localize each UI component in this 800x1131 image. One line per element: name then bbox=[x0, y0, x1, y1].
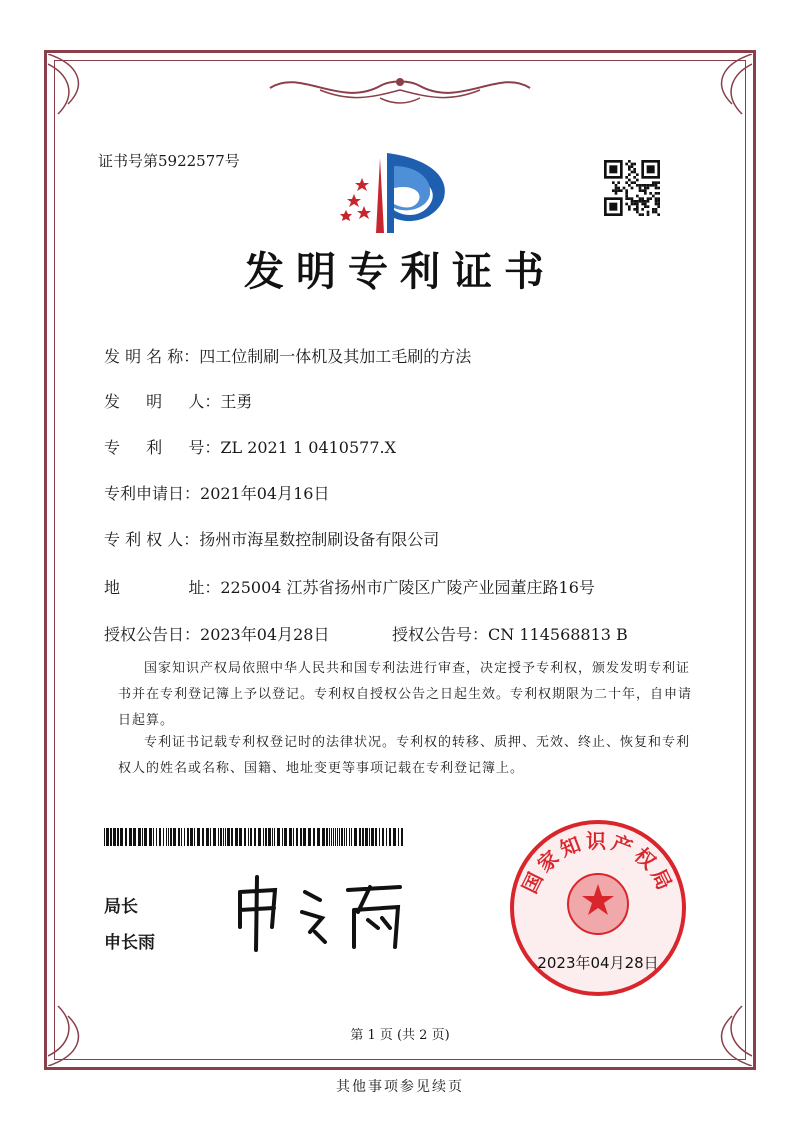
qr-code bbox=[604, 160, 660, 216]
field-label: 专 利 权 人： bbox=[104, 530, 200, 549]
field-value: 2021年04月16日 bbox=[200, 484, 330, 503]
official-seal bbox=[508, 818, 688, 998]
certificate-title: 发明专利证书 bbox=[244, 248, 556, 295]
director-name: 申长雨 bbox=[104, 933, 155, 953]
director-signature bbox=[230, 872, 420, 952]
field-application-date bbox=[104, 481, 329, 504]
statement-paragraph-1: 国家知识产权局依照中华人民共和国专利法进行审查，决定授予专利权，颁发发明专利证书并在专利登记簿上予以登记。专利权自授权公告之日起生效。专利权期限为二十年，自申请日起算。 bbox=[118, 661, 693, 728]
field-grant-number bbox=[392, 622, 628, 645]
field-label: 地 址： bbox=[104, 578, 221, 597]
field-label: 发 明 人： bbox=[104, 392, 221, 411]
field-value: ZL 2021 1 0410577.X bbox=[220, 438, 396, 457]
field-inventor bbox=[104, 389, 252, 412]
field-address bbox=[104, 575, 595, 598]
statement-paragraph-2: 专利证书记载专利权登记时的法律状况。专利权的转移、质押、无效、终止、恢复和专利权人的姓名或名称、国籍、地址变更等事项记载在专利登记簿上。 bbox=[118, 735, 691, 776]
barcode bbox=[104, 828, 404, 846]
field-patentee bbox=[104, 527, 439, 550]
top-ornament bbox=[260, 68, 540, 108]
field-value: 王勇 bbox=[220, 392, 253, 411]
corner-ornament-top-left bbox=[48, 54, 168, 124]
seal-ring-text: 国家知识产权局 bbox=[517, 829, 679, 898]
field-invention-name bbox=[104, 344, 471, 367]
patent-office-logo bbox=[332, 148, 452, 238]
field-value: CN 114568813 B bbox=[488, 625, 628, 644]
field-label: 专利申请日： bbox=[104, 484, 201, 503]
field-value: 2023年04月28日 bbox=[200, 625, 330, 644]
certificate-number: 证书号第5922577号 bbox=[98, 152, 240, 170]
field-grant-date bbox=[104, 622, 329, 645]
field-label: 发 明 名 称： bbox=[104, 347, 200, 366]
field-value: 四工位制刷一体机及其加工毛刷的方法 bbox=[199, 347, 472, 366]
field-patent-number bbox=[104, 435, 396, 458]
corner-ornament-top-right bbox=[632, 54, 752, 124]
field-value: 225004 江苏省扬州市广陵区广陵产业园董庄路16号 bbox=[220, 578, 595, 597]
field-label: 授权公告号： bbox=[392, 625, 489, 644]
see-continuation-note: 其他事项参见续页 bbox=[336, 1079, 464, 1095]
field-value: 扬州市海星数控制刷设备有限公司 bbox=[199, 530, 440, 549]
page-number: 第 1 页 (共 2 页) bbox=[350, 1028, 450, 1043]
director-title: 局长 bbox=[104, 897, 138, 917]
seal-date: 2023年04月28日 bbox=[537, 954, 659, 972]
field-label: 授权公告日： bbox=[104, 625, 201, 644]
field-label: 专 利 号： bbox=[104, 438, 221, 457]
